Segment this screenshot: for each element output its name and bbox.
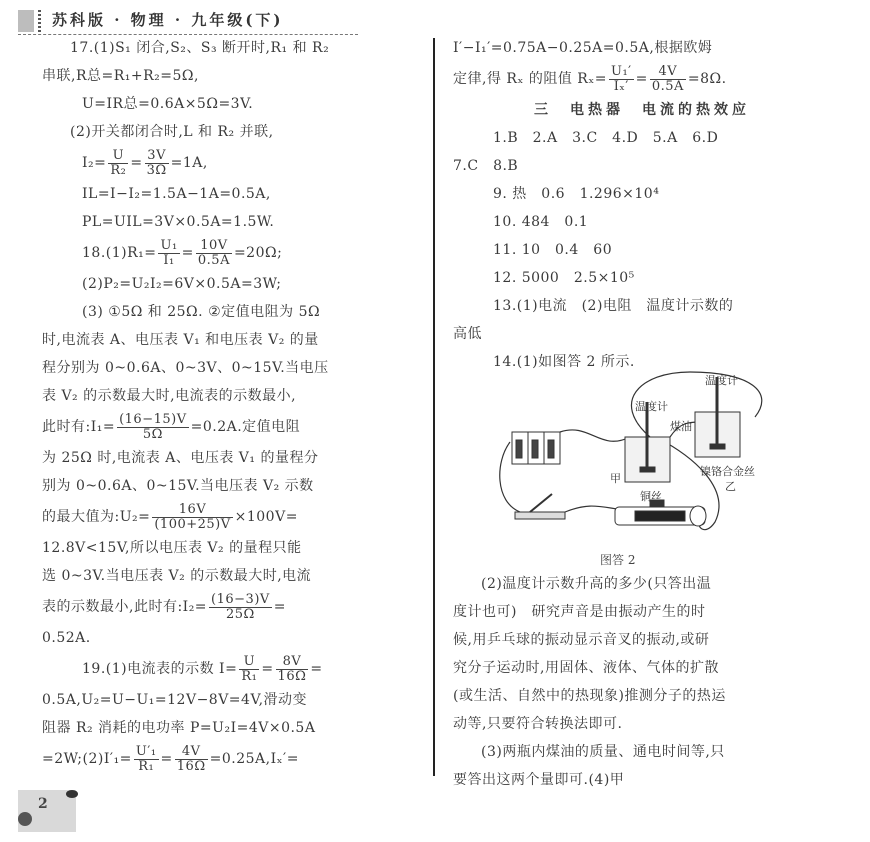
denominator: I₁ [163,252,175,268]
denominator: (100+25)V [154,516,231,532]
text-line: 高低 [453,326,482,342]
fraction [609,65,634,94]
label-thermometer-right: 温度计 [705,374,738,387]
battery-icon [512,432,560,464]
label-jar-b: 乙 [725,480,736,493]
text-line: PL=UIL=3V×0.5A=1.5W. [82,214,275,230]
fraction [209,593,272,622]
fraction [276,655,309,684]
label-nichrome-wire: 镍铬合金丝 [700,465,755,478]
text-line: 要答出这两个量即可.(4)甲 [453,772,625,788]
header-block-icon [18,10,34,32]
eq-text: =8Ω. [687,71,727,87]
text-line: 0.5A,U₂=U−U₁=12V−8V=4V,滑动变 [42,692,308,708]
text-line: 选 0~3V.当电压表 V₂ 的示数最大时,电流 [42,568,312,584]
text-line: 为 25Ω 时,电流表 A、电压表 V₁ 的量程分 [42,450,319,466]
denominator: 25Ω [226,606,255,622]
eq-text: 18.(1)R₁= [82,245,157,261]
text-line: 串联,R总=R₁+R₂=5Ω, [42,68,199,84]
label-kerosene: 煤油 [670,420,692,433]
fraction [196,239,232,268]
figure-caption: 图答 2 [600,553,636,567]
eq-text: =1A, [170,155,208,171]
equation-line [42,500,420,534]
eq-text: I₂= [82,155,107,171]
header-dots-icon [38,10,41,32]
numerator: U₁′ [610,63,632,79]
text-line: 17.(1)S₁ 闭合,S₂、S₃ 断开时,R₁ 和 R₂ [70,40,330,56]
equation-line: 定律,得 Rₓ 的阻值 Rₓ= $\frac{\text{U₁′}}{\text{Iₓ′}}$ = $\frac{4V}{0.5A}$ =8Ω. [453,63,727,94]
eq-text: = [310,661,323,677]
right-column-continued [453,570,831,794]
numerator: 4V [650,65,686,80]
text-line: (3) ①5Ω 和 25Ω. ②定值电阻为 5Ω [82,304,321,320]
text-line: U=IR总=0.6A×5Ω=3V. [82,96,254,112]
page-number: 2 [38,796,48,812]
eq-text: =0.2A.定值电阻 [190,419,301,435]
denominator: R₁ [138,758,155,774]
text-line: 13.(1)电流 (2)电阻 温度计示数的 [493,298,734,314]
numerator: 3V [145,149,169,164]
denominator: 5Ω [142,426,163,442]
text-line: (或生活、自然中的热现象)推测分子的热运 [453,688,726,704]
fraction [175,745,208,774]
section-title: 三 电热器 电流的热效应 [534,102,750,118]
text-line: 究分子运动时,用固体、液体、气体的扩散 [453,660,719,676]
fraction [108,149,128,178]
circuit-diagram [490,362,770,547]
fraction [145,149,169,178]
text-line: 0.52A. [42,630,91,646]
text-line: 表 V₂ 的示数最大时,电流表的示数最小, [42,388,297,404]
wire [560,430,630,441]
numerator: 4V [175,745,208,760]
text-line: 程分别为 0~0.6A、0~3V、0~15V.当电压 [42,360,329,376]
text-line: 10. 484 0.1 [493,214,589,230]
denominator: 0.5A [651,78,684,94]
running-header-title: 苏科版 · 物理 · 九年级(下) [52,11,284,29]
page-dot-icon [66,790,78,798]
denominator: R₁ [241,668,258,684]
text-line: 12. 5000 2.5×10⁵ [493,270,635,286]
text-line: (3)两瓶内煤油的质量、通电时间等,只 [481,744,725,760]
numerator: 16V [152,503,232,518]
text-line: (2)温度计示数升高的多少(只答出温 [481,576,712,592]
text-line: (2)开关都闭合时,L 和 R₂ 并联, [70,124,274,140]
numerator: U [239,655,259,670]
text-line: 12.8V<15V,所以电压表 V₂ 的量程只能 [42,540,302,556]
denominator: 16Ω [176,758,206,774]
fraction [158,239,179,268]
equation-line: 19.(1)电流表的示数 I= $\frac{U}{\text{R₁}}$ = $\frac{8V}{16\Omega}$ = [82,653,323,684]
numerator: 10V [196,239,232,254]
denominator: R₂ [110,162,127,178]
equation-line: =2W;(2)I′₁= $\frac{\text{U′₁}}{\text{R₁}}$ = $\frac{4V}{16\Omega}$ =0.25A,Iₓ′= [42,743,299,774]
text-line: (2)P₂=U₂I₂=6V×0.5A=3W; [82,276,282,292]
numerator: U₁ [160,237,178,253]
jar-b-icon [695,377,740,457]
denominator: 3Ω [146,162,167,178]
denominator: Iₓ′ [613,78,629,94]
denominator: 16Ω [277,668,307,684]
text-line: I′−I₁′=0.75A−0.25A=0.5A,根据欧姆 [453,40,713,56]
page-curl-icon [18,812,32,826]
numerator: 8V [276,655,309,670]
numerator: (16−15)V [119,411,187,427]
eq-text: 定律,得 Rₓ 的阻值 Rₓ= [453,71,607,87]
eq-text: ×100V= [234,509,298,525]
label-jar-a: 甲 [610,472,621,485]
switch-icon [515,494,565,519]
denominator: 0.5A [197,252,230,268]
eq-text: = [273,599,287,615]
fraction [134,745,159,774]
eq-text: 此时有:I₁= [42,419,116,435]
text-line: 14.(1)如图答 2 所示. [493,354,635,370]
eq-text: 表的示数最小,此时有:I₂= [42,599,208,615]
text-line: 时,电流表 A、电压表 V₁ 和电压表 V₂ 的量 [42,332,319,348]
label-copper-wire: 铜丝 [640,490,662,503]
text-line: 动等,只要符合转换法即可. [453,716,623,732]
numerator: U′₁ [135,743,157,759]
eq-text: 19.(1)电流表的示数 I= [82,661,238,677]
jar-a-icon [625,402,670,482]
equation-line [42,410,420,444]
eq-text: 的最大值为:U₂= [42,509,151,525]
fraction [152,503,232,532]
right-column [453,34,831,376]
numerator: U [108,149,128,164]
equation-line: 18.(1)R₁= $\frac{\text{U₁}}{\text{I₁}}$ = $\frac{10V}{0.5A}$ =20Ω; [82,237,283,268]
eq-text: =2W;(2)I′₁= [42,751,132,767]
text-line: 别为 0~0.6A、0~15V.当电压表 V₂ 示数 [42,478,314,494]
eq-text: =20Ω; [233,245,283,261]
text-line: 7.C 8.B [453,158,519,174]
column-divider [433,38,435,776]
fraction [117,413,189,442]
fraction [239,655,259,684]
equation-line: I₂= $\frac{U}{\text{R₂}}$ = $\frac{3V}{3\Omega}$ =1A, [82,147,208,178]
equation-line [42,590,420,624]
left-column [42,34,420,776]
text-line: 9. 热 0.6 1.296×10⁴ [493,186,660,202]
fraction [650,65,686,94]
text-line: IL=I−I₂=1.5A−1A=0.5A, [82,186,271,202]
text-line: 度计也可) 研究声音是由振动产生的时 [453,604,706,620]
text-line: 11. 10 0.4 60 [493,242,613,258]
text-line: 1.B 2.A 3.C 4.D 5.A 6.D [493,130,719,146]
text-line: 阻器 R₂ 消耗的电功率 P=U₂I=4V×0.5A [42,720,316,736]
label-thermometer-left: 温度计 [635,400,668,413]
numerator: (16−3)V [211,591,270,607]
eq-text: =0.25A,Iₓ′= [209,751,299,767]
text-line: 候,用乒乓球的振动显示音叉的振动,或研 [453,632,710,648]
